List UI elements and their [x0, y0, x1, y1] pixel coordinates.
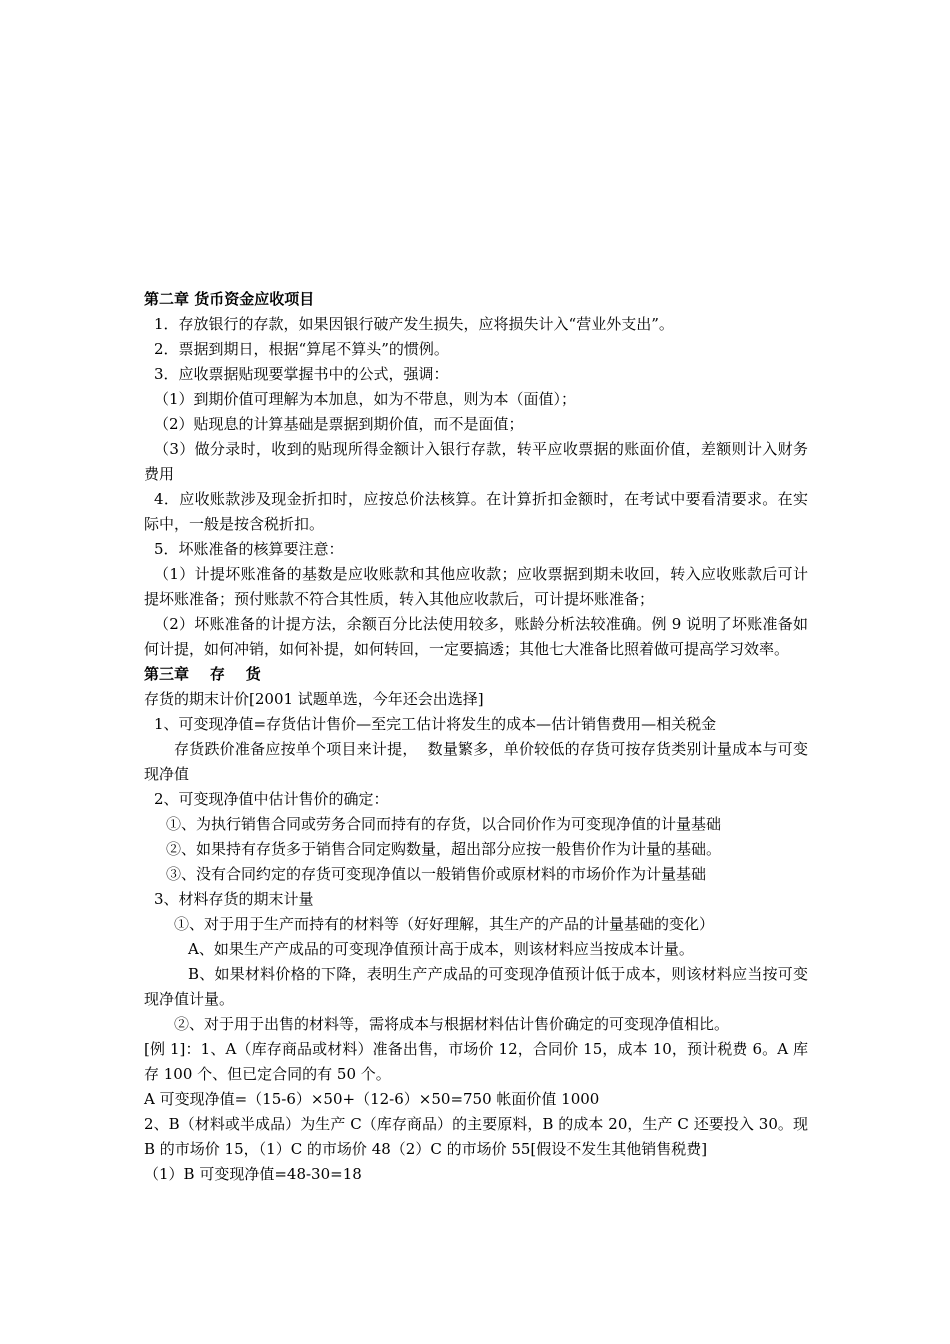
- c3-item-2-1: ①、为执行销售合同或劳务合同而持有的存货，以合同价作为可变现净值的计量基础: [166, 815, 722, 833]
- c2-item-3-1: （1）到期价值可理解为本加息，如为不带息，则为本（面值）；: [154, 390, 577, 408]
- example-2-calc: （1）B 可变现净值=48-30=18: [144, 1165, 362, 1183]
- c3-item-2-2: ②、如果持有存货多于销售合同定购数量，超出部分应按一般售价作为计量的基础。: [166, 840, 722, 858]
- example-2: 2、B（材料或半成品）为生产 C（库存商品）的主要原料，B 的成本 20，生产 C 还要投入 30。现 B 的市场价 15，（1）C 的市场价 48（2）C 的市场价 55[假设不发生其他销售税费]: [144, 1115, 808, 1158]
- c2-item-3: 3．应收票据贴现要掌握书中的公式，强调：: [154, 365, 449, 383]
- c2-item-3-2: （2）贴现息的计算基础是票据到期价值，而不是面值；: [154, 415, 524, 433]
- example-1-calc: A 可变现净值=（15-6）×50+（12-6）×50=750 帐面价值 1000: [144, 1090, 600, 1108]
- c2-item-5-1: （1）计提坏账准备的基数是应收账款和其他应收款；应收票据到期未收回，转入应收账款后可计提坏账准备；预付账款不符合其性质，转入其他应收款后，可计提坏账准备；: [144, 565, 808, 608]
- c3-item-2: 2、可变现净值中估计售价的确定：: [154, 790, 389, 808]
- example-1: [例 1]：1、A（库存商品或材料）准备出售，市场价 12，合同价 15，成本 10，预计税费 6。A 库存 100 个、但已定合同的有 50 个。: [144, 1040, 808, 1083]
- c3-item-2-3: ③、没有合同约定的存货可变现净值以一般销售价或原材料的市场价作为计量基础: [166, 865, 707, 883]
- c3-item-1-note: 存货跌价准备应按单个项目来计提， 数量繁多，单价较低的存货可按存货类别计量成本与可变现净值: [144, 740, 808, 783]
- document-body: [144, 287, 808, 1187]
- chapter-2-title: 第二章 货币资金应收项目: [144, 290, 315, 308]
- c3-item-1: 1、可变现净值=存货估计售价—至完工估计将发生的成本—估计销售费用—相关税金: [154, 715, 717, 733]
- c3-item-3-1b: B、如果材料价格的下降，表明生产产成品的可变现净值预计低于成本，则该材料应当按可变现净值计量。: [144, 965, 808, 1008]
- c2-item-2: 2．票据到期日，根据“算尾不算头”的惯例。: [154, 340, 449, 358]
- c2-item-5-2: （2）坏账准备的计提方法，余额百分比法使用较多，账龄分析法较准确。例 9 说明了坏账准备如何计提，如何冲销，如何补提，如何转回，一定要搞透；其他七大准备比照着做可提高学习效率。: [144, 615, 808, 658]
- chapter-3-title: 第三章 存 货: [144, 665, 261, 683]
- c3-item-3: 3、材料存货的期末计量: [154, 890, 314, 908]
- c2-item-4: 4．应收账款涉及现金折扣时，应按总价法核算。在计算折扣金额时，在考试中要看清要求。在实际中，一般是按含税折扣。: [144, 490, 808, 533]
- c3-item-3-1a: A、如果生产产成品的可变现净值预计高于成本，则该材料应当按成本计量。: [188, 940, 694, 958]
- c3-intro: 存货的期末计价[2001 试题单选，今年还会出选择]: [144, 690, 484, 708]
- c2-item-1: 1．存放银行的存款，如果因银行破产发生损失，应将损失计入“营业外支出”。: [154, 315, 674, 333]
- c2-item-5: 5．坏账准备的核算要注意：: [154, 540, 344, 558]
- c3-item-3-1: ①、对于用于生产而持有的材料等（好好理解，其生产的产品的计量基础的变化）: [174, 915, 715, 933]
- c2-item-3-3: （3）做分录时，收到的贴现所得金额计入银行存款，转平应收票据的账面价值，差额则计入财务费用: [144, 440, 808, 483]
- c3-item-3-2: ②、对于用于出售的材料等，需将成本与根据材料估计售价确定的可变现净值相比。: [174, 1015, 730, 1033]
